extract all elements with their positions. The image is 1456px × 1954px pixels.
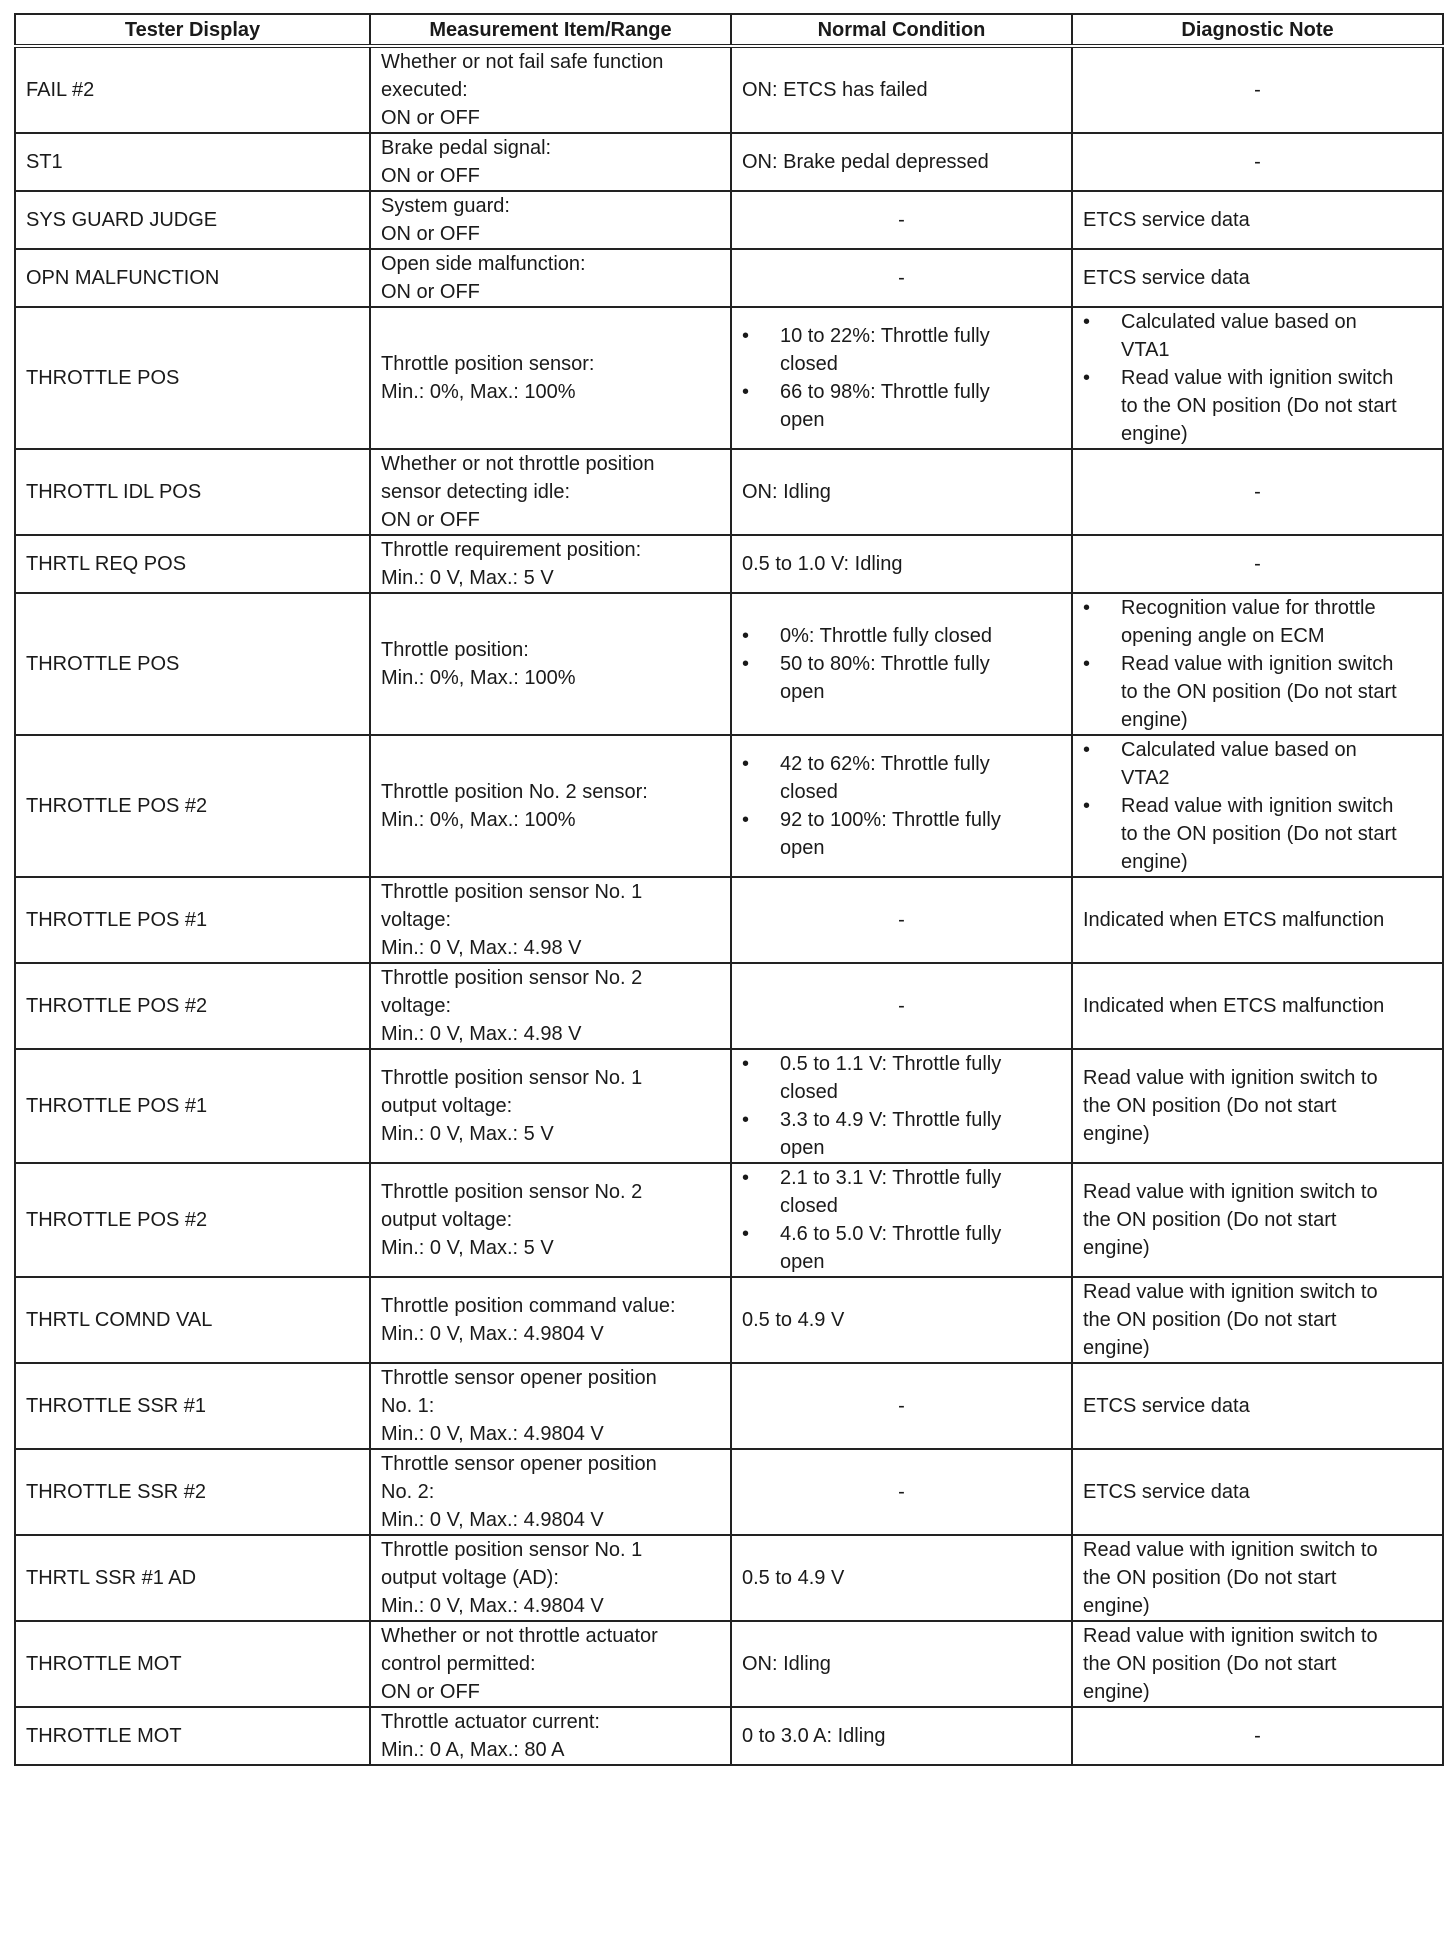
normal-condition-text: 92 to 100%: Throttle fully [780, 809, 1001, 831]
header-measurement-item: Measurement Item/Range [370, 14, 731, 46]
measurement-line: output voltage: [381, 1095, 513, 1117]
measurement-line: System guard: [381, 195, 510, 217]
tester-display-cell: FAIL #2 [15, 46, 370, 133]
diagnostic-note-text: Calculated value based on [1121, 311, 1357, 333]
measurement-line: ON or OFF [381, 1681, 480, 1703]
tester-display-cell: THROTTLE POS #2 [15, 735, 370, 877]
measurement-line: No. 2: [381, 1481, 435, 1503]
measurement-line: voltage: [381, 909, 452, 931]
diagnostic-note-list [1083, 594, 1432, 734]
tester-display-cell: THROTTLE SSR #2 [15, 1449, 370, 1535]
diagnostic-note-line: ETCS service data [1083, 1395, 1250, 1417]
measurement-line: Whether or not fail safe function [381, 51, 664, 73]
measurement-line: Throttle position sensor No. 2 [381, 967, 643, 989]
table-row [15, 1535, 1443, 1621]
normal-condition-cell [731, 877, 1072, 963]
measurement-line: ON or OFF [381, 107, 480, 129]
measurement-line: Throttle sensor opener position [381, 1367, 657, 1389]
normal-condition-line: 0.5 to 4.9 V [742, 1309, 845, 1331]
diagnostic-note-text: engine) [1121, 423, 1188, 445]
table-row [15, 191, 1443, 249]
measurement-line: Min.: 0%, Max.: 100% [381, 809, 576, 831]
table-row [15, 1621, 1443, 1707]
tester-display-cell: THROTTLE MOT [15, 1707, 370, 1765]
diagnostic-note-cell [1072, 1363, 1443, 1449]
diagnostic-note-cell [1072, 535, 1443, 593]
tester-display-cell: THROTTLE POS [15, 593, 370, 735]
normal-condition-line: 0 to 3.0 A: Idling [742, 1725, 886, 1747]
normal-condition-item [742, 1106, 1061, 1162]
tester-display-cell: THRTL COMND VAL [15, 1277, 370, 1363]
measurement-line: ON or OFF [381, 165, 480, 187]
normal-condition-line: - [898, 1395, 905, 1417]
diagnostic-note-cell [1072, 307, 1443, 449]
diagnostic-note-text: Read value with ignition switch [1121, 367, 1394, 389]
diagnostic-note-text: VTA1 [1121, 339, 1170, 361]
normal-condition-text: 10 to 22%: Throttle fully [780, 325, 990, 347]
normal-condition-text: 66 to 98%: Throttle fully [780, 381, 990, 403]
diagnostic-note-cell [1072, 1163, 1443, 1277]
measurement-line: Throttle position sensor No. 1 [381, 1067, 643, 1089]
normal-condition-cell [731, 1277, 1072, 1363]
table-row [15, 877, 1443, 963]
tester-display-cell: THROTTLE POS #1 [15, 877, 370, 963]
tester-display-cell: THROTTLE POS [15, 307, 370, 449]
normal-condition-item [742, 322, 1061, 378]
diagnostic-note-item [1083, 594, 1432, 650]
normal-condition-text: open [780, 1137, 825, 1159]
measurement-line: Min.: 0%, Max.: 100% [381, 667, 576, 689]
diagnostic-note-item [1083, 650, 1432, 734]
normal-condition-line: ON: Idling [742, 481, 831, 503]
normal-condition-line: 0.5 to 4.9 V [742, 1567, 845, 1589]
measurement-line: Min.: 0 V, Max.: 5 V [381, 1237, 554, 1259]
normal-condition-item [742, 622, 1061, 650]
normal-condition-line: ON: ETCS has failed [742, 79, 928, 101]
table-row [15, 963, 1443, 1049]
normal-condition-text: closed [780, 1081, 838, 1103]
table-row [15, 46, 1443, 133]
measurement-line: ON or OFF [381, 281, 480, 303]
diagnostic-note-cell [1072, 1621, 1443, 1707]
normal-condition-text: open [780, 837, 825, 859]
normal-condition-list [742, 1050, 1061, 1162]
measurement-line: Min.: 0 V, Max.: 4.9804 V [381, 1323, 604, 1345]
normal-condition-item [742, 1050, 1061, 1106]
tester-display-cell: ST1 [15, 133, 370, 191]
diagnostic-note-line: ETCS service data [1083, 1481, 1250, 1503]
normal-condition-cell [731, 307, 1072, 449]
table-row [15, 249, 1443, 307]
normal-condition-text: open [780, 1251, 825, 1273]
diagnostic-note-cell [1072, 449, 1443, 535]
diagnostic-note-line: Indicated when ETCS malfunction [1083, 909, 1385, 931]
diagnostic-note-cell [1072, 249, 1443, 307]
measurement-cell [370, 449, 731, 535]
measurement-cell [370, 963, 731, 1049]
measurement-line: Throttle sensor opener position [381, 1453, 657, 1475]
measurement-line: Throttle position: [381, 639, 529, 661]
normal-condition-cell [731, 191, 1072, 249]
measurement-line: sensor detecting idle: [381, 481, 571, 503]
normal-condition-text: 0%: Throttle fully closed [780, 625, 992, 647]
measurement-cell [370, 593, 731, 735]
measurement-cell [370, 191, 731, 249]
measurement-cell [370, 535, 731, 593]
normal-condition-item [742, 750, 1061, 806]
tester-display-cell: THRTL REQ POS [15, 535, 370, 593]
measurement-cell [370, 735, 731, 877]
normal-condition-text: closed [780, 781, 838, 803]
tester-display-cell: THROTTLE SSR #1 [15, 1363, 370, 1449]
diagnostic-note-line: engine) [1083, 1595, 1150, 1617]
diagnostic-note-line: the ON position (Do not start [1083, 1653, 1337, 1675]
measurement-cell [370, 1049, 731, 1163]
measurement-line: Min.: 0 V, Max.: 4.9804 V [381, 1595, 604, 1617]
measurement-line: Throttle requirement position: [381, 539, 642, 561]
tester-display-cell: THRTL SSR #1 AD [15, 1535, 370, 1621]
measurement-line: Min.: 0 V, Max.: 4.98 V [381, 937, 582, 959]
measurement-line: Min.: 0 A, Max.: 80 A [381, 1739, 565, 1761]
diagnostic-note-cell [1072, 1449, 1443, 1535]
diagnostic-note-line: the ON position (Do not start [1083, 1209, 1337, 1231]
normal-condition-line: - [898, 267, 905, 289]
header-diagnostic-note: Diagnostic Note [1072, 14, 1443, 46]
normal-condition-text: open [780, 409, 825, 431]
diagnostic-note-cell [1072, 593, 1443, 735]
normal-condition-cell [731, 735, 1072, 877]
measurement-line: Min.: 0 V, Max.: 5 V [381, 1123, 554, 1145]
measurement-line: Whether or not throttle position [381, 453, 655, 475]
table-row [15, 1707, 1443, 1765]
diagnostic-note-line: Read value with ignition switch to [1083, 1539, 1378, 1561]
normal-condition-line: - [898, 995, 905, 1017]
measurement-line: control permitted: [381, 1653, 536, 1675]
normal-condition-cell [731, 46, 1072, 133]
measurement-line: Throttle position sensor No. 2 [381, 1181, 643, 1203]
measurement-line: ON or OFF [381, 223, 480, 245]
measurement-line: ON or OFF [381, 509, 480, 531]
normal-condition-line: - [898, 909, 905, 931]
diagnostic-note-cell [1072, 877, 1443, 963]
diagnostic-note-line: ETCS service data [1083, 267, 1250, 289]
diagnostic-note-text: Calculated value based on [1121, 739, 1357, 761]
diagnostic-note-cell [1072, 46, 1443, 133]
measurement-cell [370, 1535, 731, 1621]
tester-display-cell: SYS GUARD JUDGE [15, 191, 370, 249]
table-row [15, 1363, 1443, 1449]
diagnostic-note-list [1083, 736, 1432, 876]
diagnostic-note-line: the ON position (Do not start [1083, 1567, 1337, 1589]
normal-condition-cell [731, 449, 1072, 535]
diagnostic-note-item [1083, 308, 1432, 364]
normal-condition-text: 42 to 62%: Throttle fully [780, 753, 990, 775]
diagnostic-note-text: Read value with ignition switch [1121, 795, 1394, 817]
diagnostic-note-cell [1072, 963, 1443, 1049]
normal-condition-item [742, 1164, 1061, 1220]
measurement-line: Brake pedal signal: [381, 137, 552, 159]
diagnostic-note-line: engine) [1083, 1237, 1150, 1259]
normal-condition-item [742, 1220, 1061, 1276]
table-row [15, 593, 1443, 735]
normal-condition-text: 2.1 to 3.1 V: Throttle fully [780, 1167, 1002, 1189]
normal-condition-cell [731, 1707, 1072, 1765]
diagnostic-note-line: Read value with ignition switch to [1083, 1181, 1378, 1203]
normal-condition-cell [731, 963, 1072, 1049]
diagnostic-note-cell [1072, 1535, 1443, 1621]
measurement-cell [370, 249, 731, 307]
measurement-line: Min.: 0 V, Max.: 5 V [381, 567, 554, 589]
diagnostic-note-line: the ON position (Do not start [1083, 1095, 1337, 1117]
normal-condition-item [742, 378, 1061, 434]
normal-condition-cell [731, 593, 1072, 735]
table-row [15, 1277, 1443, 1363]
normal-condition-cell [731, 1621, 1072, 1707]
tester-display-cell: THROTTLE POS #1 [15, 1049, 370, 1163]
measurement-cell [370, 133, 731, 191]
normal-condition-cell [731, 1449, 1072, 1535]
diagnostic-note-line: Read value with ignition switch to [1083, 1067, 1378, 1089]
measurement-cell [370, 307, 731, 449]
normal-condition-text: closed [780, 353, 838, 375]
normal-condition-cell [731, 249, 1072, 307]
measurement-line: Throttle position sensor: [381, 353, 595, 375]
diagnostic-note-text: VTA2 [1121, 767, 1170, 789]
diagnostic-note-text: Read value with ignition switch [1121, 653, 1394, 675]
table-row [15, 307, 1443, 449]
diagnostic-note-line: Read value with ignition switch to [1083, 1625, 1378, 1647]
header-normal-condition: Normal Condition [731, 14, 1072, 46]
diagnostic-note-line: - [1254, 79, 1261, 101]
diagnostic-note-item [1083, 792, 1432, 876]
table-row [15, 1163, 1443, 1277]
measurement-cell [370, 1277, 731, 1363]
tester-display-cell: THROTTLE POS #2 [15, 963, 370, 1049]
measurement-line: output voltage (AD): [381, 1567, 559, 1589]
measurement-line: output voltage: [381, 1209, 513, 1231]
normal-condition-line: ON: Idling [742, 1653, 831, 1675]
measurement-cell [370, 46, 731, 133]
diagnostic-note-list [1083, 308, 1432, 448]
diagnostic-note-line: ETCS service data [1083, 209, 1250, 231]
measurement-cell [370, 1707, 731, 1765]
measurement-line: Open side malfunction: [381, 253, 586, 275]
diagnostic-note-cell [1072, 133, 1443, 191]
measurement-line: Min.: 0 V, Max.: 4.9804 V [381, 1509, 604, 1531]
normal-condition-cell [731, 133, 1072, 191]
normal-condition-cell [731, 1049, 1072, 1163]
measurement-line: No. 1: [381, 1395, 435, 1417]
measurement-cell [370, 1363, 731, 1449]
table-row [15, 449, 1443, 535]
normal-condition-list [742, 750, 1061, 862]
diagnostic-note-item [1083, 364, 1432, 448]
diagnostic-note-cell [1072, 191, 1443, 249]
measurement-line: Min.: 0%, Max.: 100% [381, 381, 576, 403]
diagnostic-note-text: engine) [1121, 851, 1188, 873]
measurement-cell [370, 1449, 731, 1535]
diagnostic-note-text: to the ON position (Do not start [1121, 681, 1397, 703]
tester-display-cell: THROTTLE POS #2 [15, 1163, 370, 1277]
normal-condition-cell [731, 1163, 1072, 1277]
normal-condition-cell [731, 1535, 1072, 1621]
measurement-line: Throttle position sensor No. 1 [381, 881, 643, 903]
diagnostic-note-line: - [1254, 1725, 1261, 1747]
diagnostic-note-text: to the ON position (Do not start [1121, 395, 1397, 417]
diagnostic-note-text: engine) [1121, 709, 1188, 731]
diagnostic-note-cell [1072, 1049, 1443, 1163]
normal-condition-list [742, 622, 1061, 706]
normal-condition-cell [731, 1363, 1072, 1449]
normal-condition-text: open [780, 681, 825, 703]
normal-condition-item [742, 806, 1061, 862]
measurement-line: Throttle actuator current: [381, 1711, 600, 1733]
measurement-cell [370, 1621, 731, 1707]
normal-condition-list [742, 322, 1061, 434]
normal-condition-text: closed [780, 1195, 838, 1217]
tester-display-cell: OPN MALFUNCTION [15, 249, 370, 307]
tester-display-cell: THROTTL IDL POS [15, 449, 370, 535]
normal-condition-line: ON: Brake pedal depressed [742, 151, 989, 173]
table-row [15, 735, 1443, 877]
normal-condition-item [742, 650, 1061, 706]
measurement-line: Whether or not throttle actuator [381, 1625, 658, 1647]
normal-condition-cell [731, 535, 1072, 593]
measurement-line: Throttle position command value: [381, 1295, 676, 1317]
diagnostic-note-line: the ON position (Do not start [1083, 1309, 1337, 1331]
measurement-line: Min.: 0 V, Max.: 4.9804 V [381, 1423, 604, 1445]
measurement-line: Throttle position No. 2 sensor: [381, 781, 648, 803]
measurement-line: Min.: 0 V, Max.: 4.98 V [381, 1023, 582, 1045]
table-row [15, 133, 1443, 191]
diagnostic-note-text: Recognition value for throttle [1121, 597, 1376, 619]
diagnostic-note-line: - [1254, 481, 1261, 503]
header-tester-display: Tester Display [15, 14, 370, 46]
diagnostic-note-line: - [1254, 151, 1261, 173]
diagnostic-note-text: to the ON position (Do not start [1121, 823, 1397, 845]
diagnostic-note-line: engine) [1083, 1337, 1150, 1359]
measurement-line: Throttle position sensor No. 1 [381, 1539, 643, 1561]
measurement-line: voltage: [381, 995, 452, 1017]
diagnostic-note-cell [1072, 1277, 1443, 1363]
diagnostic-note-line: engine) [1083, 1681, 1150, 1703]
normal-condition-text: 50 to 80%: Throttle fully [780, 653, 990, 675]
normal-condition-line: - [898, 209, 905, 231]
diagnostic-note-line: Indicated when ETCS malfunction [1083, 995, 1385, 1017]
table-row [15, 1049, 1443, 1163]
diagnostic-note-line: Read value with ignition switch to [1083, 1281, 1378, 1303]
diagnostic-data-table [14, 13, 1444, 1766]
table-header-row [15, 14, 1443, 46]
diagnostic-note-text: opening angle on ECM [1121, 625, 1325, 647]
table-row [15, 535, 1443, 593]
measurement-cell [370, 1163, 731, 1277]
normal-condition-text: 4.6 to 5.0 V: Throttle fully [780, 1223, 1002, 1245]
diagnostic-note-line: engine) [1083, 1123, 1150, 1145]
diagnostic-note-cell [1072, 1707, 1443, 1765]
normal-condition-text: 0.5 to 1.1 V: Throttle fully [780, 1053, 1002, 1075]
diagnostic-note-cell [1072, 735, 1443, 877]
table-row [15, 1449, 1443, 1535]
normal-condition-list [742, 1164, 1061, 1276]
normal-condition-line: - [898, 1481, 905, 1503]
diagnostic-note-line: - [1254, 553, 1261, 575]
normal-condition-line: 0.5 to 1.0 V: Idling [742, 553, 903, 575]
normal-condition-text: 3.3 to 4.9 V: Throttle fully [780, 1109, 1002, 1131]
tester-display-cell: THROTTLE MOT [15, 1621, 370, 1707]
diagnostic-note-item [1083, 736, 1432, 792]
measurement-line: executed: [381, 79, 468, 101]
measurement-cell [370, 877, 731, 963]
